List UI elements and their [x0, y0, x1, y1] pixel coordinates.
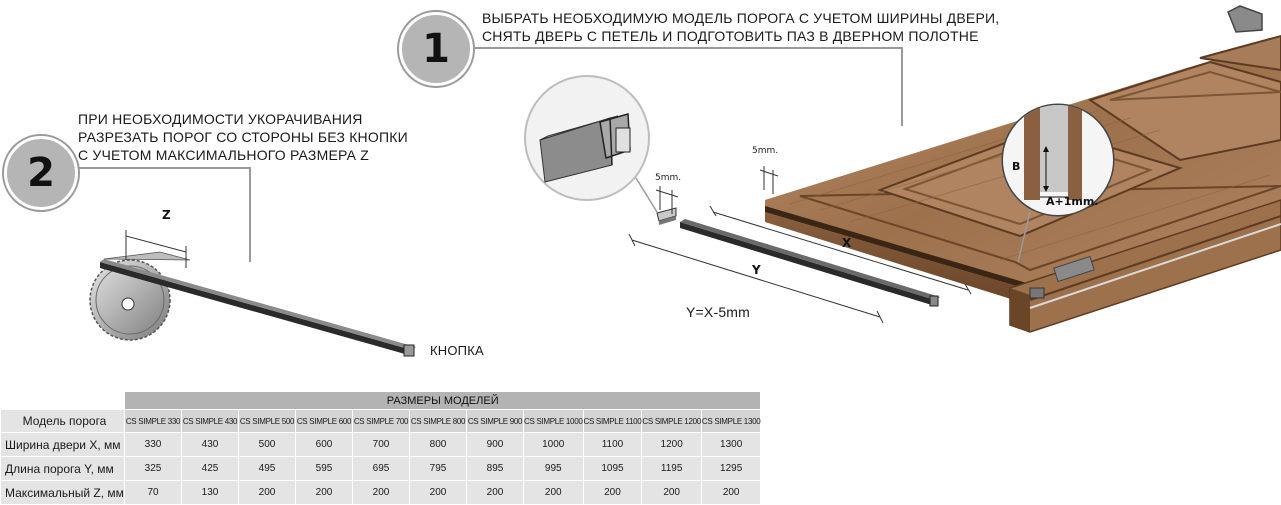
table-cell: 70: [125, 481, 182, 505]
table-cell: 130: [182, 481, 239, 505]
row-label: Ширина двери X, мм: [1, 433, 125, 457]
door-handle: [1228, 6, 1262, 32]
label-formula: Y=X-5mm: [686, 304, 751, 320]
dimension-gap-top: [760, 166, 778, 194]
label-y: Y: [752, 263, 761, 277]
label-x: X: [842, 236, 852, 250]
table-cell: 1200: [642, 433, 702, 457]
step1-instruction: [482, 9, 999, 45]
table-cell: 1100: [583, 433, 642, 457]
table-cell: 200: [239, 481, 296, 505]
step2-text-line1: ПРИ НЕОБХОДИМОСТИ УКОРАЧИВАНИЯ: [78, 111, 363, 127]
table-cell: 200: [583, 481, 642, 505]
step2-instruction: [78, 110, 408, 164]
label-b: B: [1012, 160, 1021, 173]
table-cell: 1300: [701, 433, 761, 457]
step2-number-badge: [4, 136, 78, 210]
label-gap-top: 5mm.: [752, 146, 779, 156]
table-cell: 200: [642, 481, 702, 505]
step2-text-line2: РАЗРЕЗАТЬ ПОРОГ СО СТОРОНЫ БЕЗ КНОПКИ: [78, 129, 408, 145]
table-cell: 1095: [583, 457, 642, 481]
model-cell: CS SIMPLE 330: [125, 410, 182, 433]
table-cell: 500: [239, 433, 296, 457]
table-cell: 895: [467, 457, 524, 481]
model-cell: CS SIMPLE 1000: [524, 410, 584, 433]
model-cell: CS SIMPLE 430: [182, 410, 239, 433]
table-cell: 200: [410, 481, 467, 505]
table-cell: 330: [125, 433, 182, 457]
model-cell: CS SIMPLE 1300: [701, 410, 761, 433]
step1-number: 1: [422, 26, 450, 72]
detail-magnifier-end: [525, 76, 657, 212]
step2-number: 2: [27, 150, 55, 196]
table-cell: 430: [182, 433, 239, 457]
label-a: A+1mm.: [1046, 195, 1099, 208]
table-cell: 795: [410, 457, 467, 481]
table-cell: 1195: [642, 457, 702, 481]
table-cell: 200: [296, 481, 353, 505]
row-label: Максимальный Z, мм: [1, 481, 125, 505]
table-header-label: Модель порога: [1, 410, 125, 433]
table-cell: 1295: [701, 457, 761, 481]
model-cell: CS SIMPLE 1100: [583, 410, 642, 433]
label-button: КНОПКА: [430, 343, 484, 358]
table-cell: 200: [353, 481, 410, 505]
step1-number-badge: [399, 12, 473, 86]
model-cell: CS SIMPLE 500: [239, 410, 296, 433]
table-cell: 425: [182, 457, 239, 481]
table-row: [1, 433, 761, 457]
table-cell: 200: [467, 481, 524, 505]
step2-text-line3: С УЧЕТОМ МАКСИМАЛЬНОГО РАЗМЕРА Z: [78, 147, 369, 163]
row-label: Длина порога Y, мм: [1, 457, 125, 481]
table-row: [1, 481, 761, 505]
table-cell: 495: [239, 457, 296, 481]
label-z: Z: [162, 208, 171, 222]
label-gap-left: 5mm.: [655, 173, 682, 183]
table-cell: 600: [296, 433, 353, 457]
table-cell: 700: [353, 433, 410, 457]
table-cell: 1000: [524, 433, 584, 457]
model-cell: CS SIMPLE 800: [410, 410, 467, 433]
model-cell: CS SIMPLE 900: [467, 410, 524, 433]
table-cell: 595: [296, 457, 353, 481]
table-row: [1, 457, 761, 481]
step1-text-line2: СНЯТЬ ДВЕРЬ С ПЕТЕЛЬ И ПОДГОТОВИТЬ ПАЗ В ДВЕРНОМ ПОЛОТНЕ: [482, 28, 979, 44]
table-title: РАЗМЕРЫ МОДЕЛЕЙ: [125, 392, 761, 410]
table-cell: 200: [701, 481, 761, 505]
table-cell: 800: [410, 433, 467, 457]
model-cell: CS SIMPLE 600: [296, 410, 353, 433]
table-cell: 695: [353, 457, 410, 481]
table-cell: 995: [524, 457, 584, 481]
table-cell: 200: [524, 481, 584, 505]
step1-text-line1: ВЫБРАТЬ НЕОБХОДИМУЮ МОДЕЛЬ ПОРОГА С УЧЕТОМ ШИРИНЫ ДВЕРИ,: [482, 10, 1000, 26]
table-cell: 325: [125, 457, 182, 481]
model-cell: CS SIMPLE 1200: [642, 410, 702, 433]
table-header-row: [1, 410, 761, 433]
models-size-table: [0, 391, 761, 505]
model-cell: CS SIMPLE 700: [353, 410, 410, 433]
table-cell: 900: [467, 433, 524, 457]
